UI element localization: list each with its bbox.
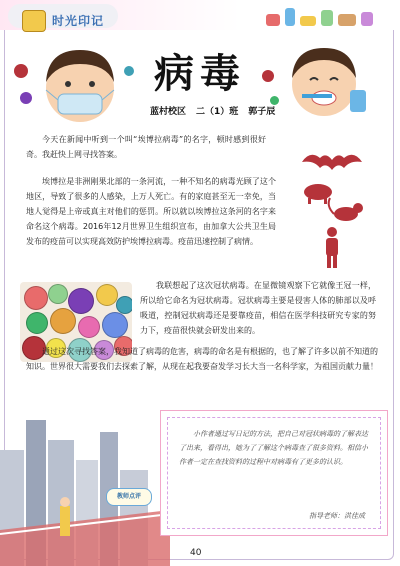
byline-author: 郭子辰 [248,107,276,117]
header-decoration [266,4,386,26]
header-bar [0,0,400,30]
teapot-icon [338,14,356,26]
article-paragraph: 埃博拉是非洲刚果北部的一条河流，一种不知名的病毒光顾了这个地区，导致了很多的人感染，上万人死亡。有的家庭甚至无一幸免，当地人觉得是上帝或真主对他们的惩罚。所以就以埃博拉这条河的名字来命名这个病毒。2016年12月世界卫生组织宣布，由加拿大公共卫生局发布的疫苗可以实现高效防护埃博拉病毒。疫苗迅速控制了病情。 [26,177,276,246]
cup-icon [285,8,295,26]
teacher-signature: 指导老师：洪佳成 [309,512,365,520]
article-paragraph: 通过这次寻找答案，我知道了病毒的危害，病毒的命名是有根据的，也了解了许多以前不知道的知识。世界很大需要我们去探索了解，从现在起我要奋发学习长大当一名科学家，为祖国贡献力量！ [26,347,378,371]
teacher-comment-text: 小作者通过写日记的方法，把自己对冠状病毒的了解表达了出来，看得出，她为了了解这个病毒查了很多资料。相信小作者一定在查找资料的过程中对病毒有了更多的认识。 [179,430,368,466]
section-tag [8,4,118,28]
vase-icon [361,12,373,26]
cake-icon [266,14,280,26]
byline-class: 二（1）班 [196,107,239,117]
virus-host-illustrations [300,148,364,270]
masked-boy-illustration [36,42,124,128]
article-title: 病毒 [154,50,246,97]
section-title: 时光印记 [52,14,105,28]
book-stack-icon [300,16,316,26]
teacher-comment-box [160,410,388,536]
teacher-comment-tag: 教师点评 [106,488,152,506]
article-paragraph: 今天在新闻中听到一个叫“埃博拉病毒”的名字，顿时感到很好奇。我赶快上网寻找答案。 [26,135,266,159]
monkey-icon [329,198,363,221]
bat-icon [302,155,362,170]
pig-icon [304,184,332,204]
human-figure-icon [326,227,338,268]
byline-school: 蓝村校区 [150,107,187,117]
book-icon [22,10,46,32]
article-paragraph: 我联想起了这次冠状病毒。在显微镜观察下它就像王冠一样，所以给它命名为冠状病毒。冠状病毒主要是侵害人体的肺部以及呼吸道，控制冠状病毒还是要靠疫苗，相信在医学科技研究专家的努力下，疫苗很快就会研发出来的。 [140,281,376,335]
byline [150,104,300,117]
page-number: 40 [190,548,202,558]
germ-icon [14,64,28,78]
brushing-boy-illustration [284,40,374,124]
lamp-icon [321,10,333,26]
germ-icon [20,92,32,104]
